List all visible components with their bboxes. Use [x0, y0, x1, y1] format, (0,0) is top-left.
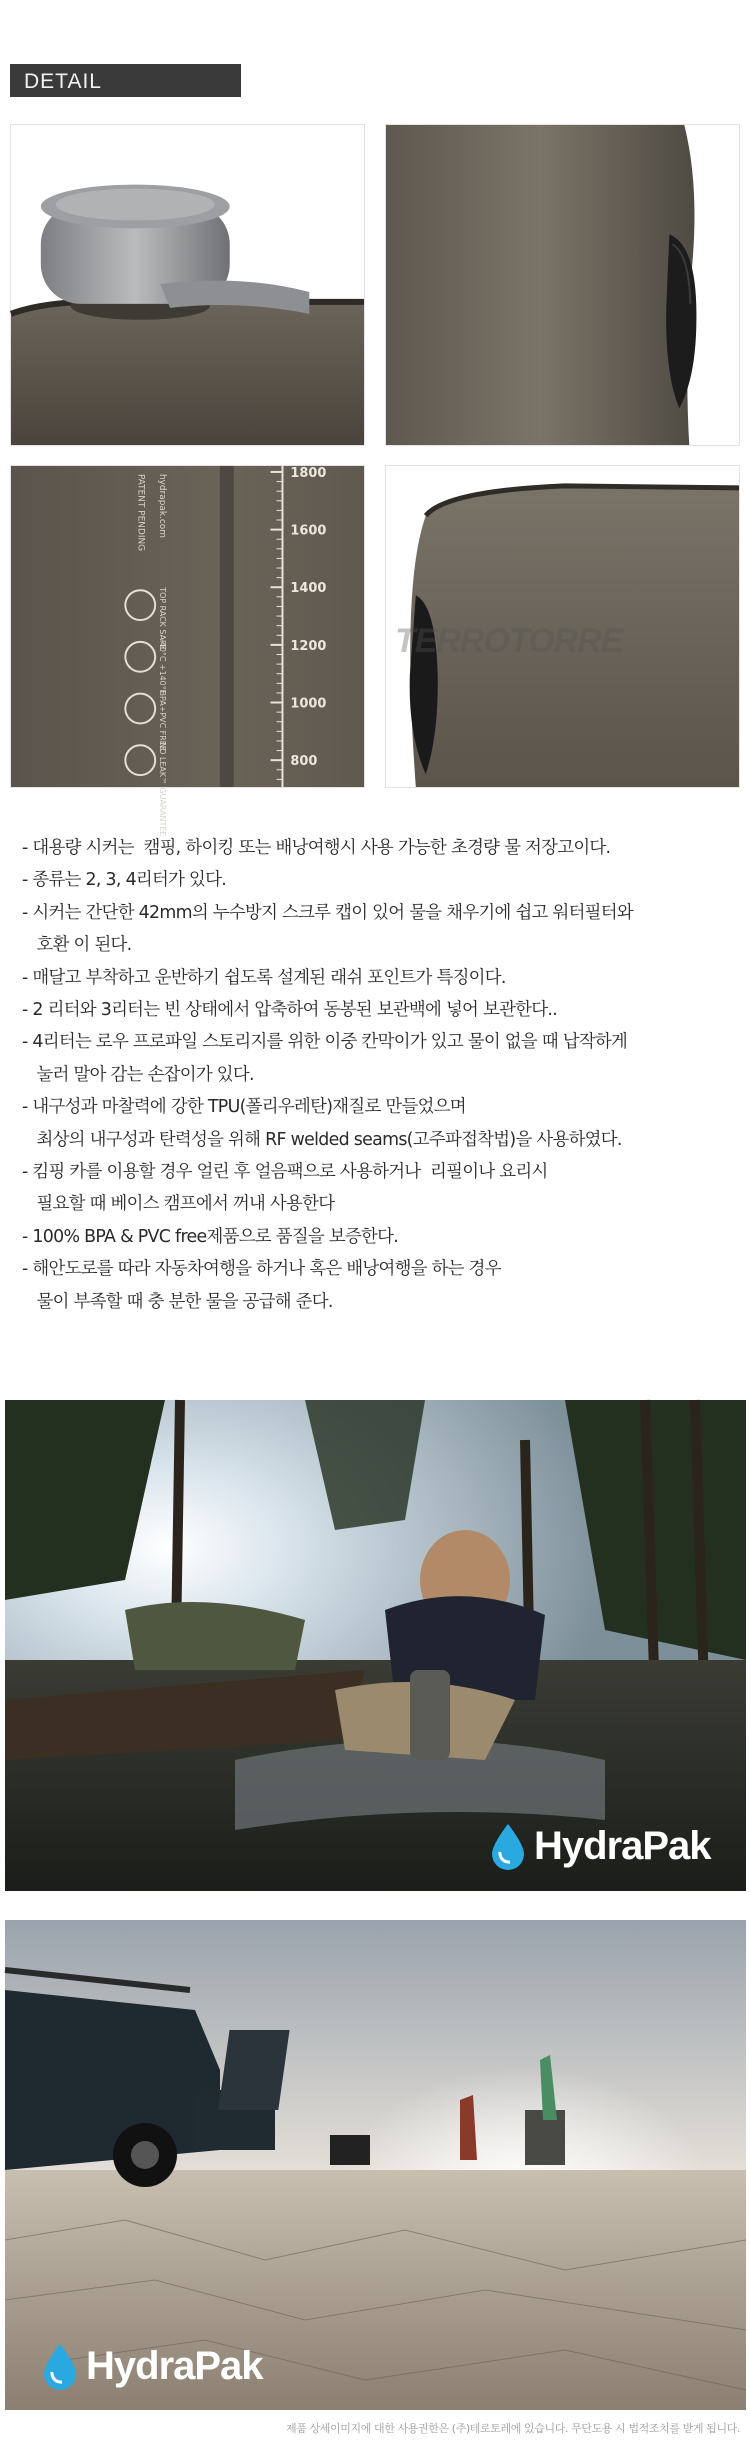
feature-line: 눌러 말아 감는 손잡이가 있다.	[22, 1064, 254, 1085]
feature-line: - 4리터는 로우 프로파일 스토리지를 위한 이중 칸막이가 있고 물이 없을 때 납작하게	[22, 1032, 628, 1053]
feature-line: - 대용량 시커는 캠핑, 하이킹 또는 배낭여행시 사용 가능한 초경량 물 저장고이다.	[22, 838, 611, 858]
scale-tick-label: 800	[290, 754, 318, 770]
spec-icon-label: TOP RACK SAFE	[158, 587, 168, 650]
feature-list	[22, 832, 722, 1318]
feature-line: - 매달고 부착하고 운반하기 쉽도록 설계된 래쉬 포인트가 특징이다.	[22, 967, 506, 988]
patent-text: PATENT PENDING	[135, 473, 146, 552]
section-title: DETAIL	[24, 70, 102, 93]
spec-icon-label: -40°C +140°F	[158, 638, 168, 695]
photo-side-lash-point	[385, 124, 740, 446]
brand-name: HydraPak	[86, 2343, 263, 2388]
feature-line: - 킴핑 카를 이용할 경우 얼린 후 얼음팩으로 사용하거나 리필이나 요리시	[22, 1162, 548, 1183]
feature-line: 물이 부족할 때 충 분한 물을 공급해 준다.	[22, 1291, 333, 1312]
feature-line: 필요할 때 베이스 캠프에서 꺼내 사용한다	[22, 1194, 335, 1215]
volume-scale-graphic	[11, 465, 364, 837]
photo-cap-closeup	[10, 124, 365, 446]
feature-line: 최상의 내구성과 탄력성을 위해 RF welded seams(고주파접착법)을 사용하였다.	[22, 1129, 622, 1150]
water-drop-icon	[40, 2342, 80, 2390]
section-title-bar	[10, 64, 241, 97]
watermark	[395, 612, 665, 672]
scale-tick-label: 1800	[290, 465, 327, 481]
spec-icon-label: NO LEAK™ GUARANTEE	[158, 742, 168, 837]
feature-line: - 내구성과 마찰력에 강한 TPU(폴리우레탄)재질로 만들었으며	[22, 1097, 466, 1118]
photo-desert-roadtrip	[5, 1920, 746, 2410]
feature-line: - 100% BPA & PVC free제품으로 품질을 보증한다.	[22, 1226, 399, 1247]
website-text: hydrapak.com	[157, 473, 168, 538]
feature-line: - 시커는 간단한 42mm의 누수방지 스크루 캡이 있어 물을 채우기에 쉽고 워터필터와	[22, 902, 633, 923]
feature-line: 호환 이 된다.	[22, 935, 132, 956]
hydrapak-logo	[40, 2342, 263, 2390]
scale-tick-label: 1000	[290, 696, 327, 712]
feature-line: - 해안도로를 따라 자동차여행을 하거나 혹은 배낭여행을 하는 경우	[22, 1259, 501, 1280]
feature-line: - 2 리터와 3리터는 빈 상태에서 압축하여 동봉된 보관백에 넣어 보관한다..	[22, 1000, 558, 1021]
feature-line: - 종류는 2, 3, 4리터가 있다.	[22, 870, 227, 891]
hydrapak-logo	[488, 1822, 711, 1870]
watermark-text: TERROTORRE	[395, 622, 623, 660]
brand-name: HydraPak	[534, 1823, 711, 1868]
copyright-notice: 제품 상세이미지에 대한 사용권한은 (주)테로토레에 있습니다. 무단도용 시 법적조치를 받게 됩니다.	[286, 2422, 740, 2435]
scale-tick-label: 1600	[290, 523, 327, 539]
scale-tick-label: 1400	[290, 581, 327, 597]
water-drop-icon	[488, 1822, 528, 1870]
spec-icon-label: BPA+PVC FREE	[158, 690, 168, 751]
scale-tick-label: 1200	[290, 638, 327, 654]
photo-hiker-forest-stream	[5, 1400, 746, 1891]
photo-volume-scale	[10, 465, 365, 837]
